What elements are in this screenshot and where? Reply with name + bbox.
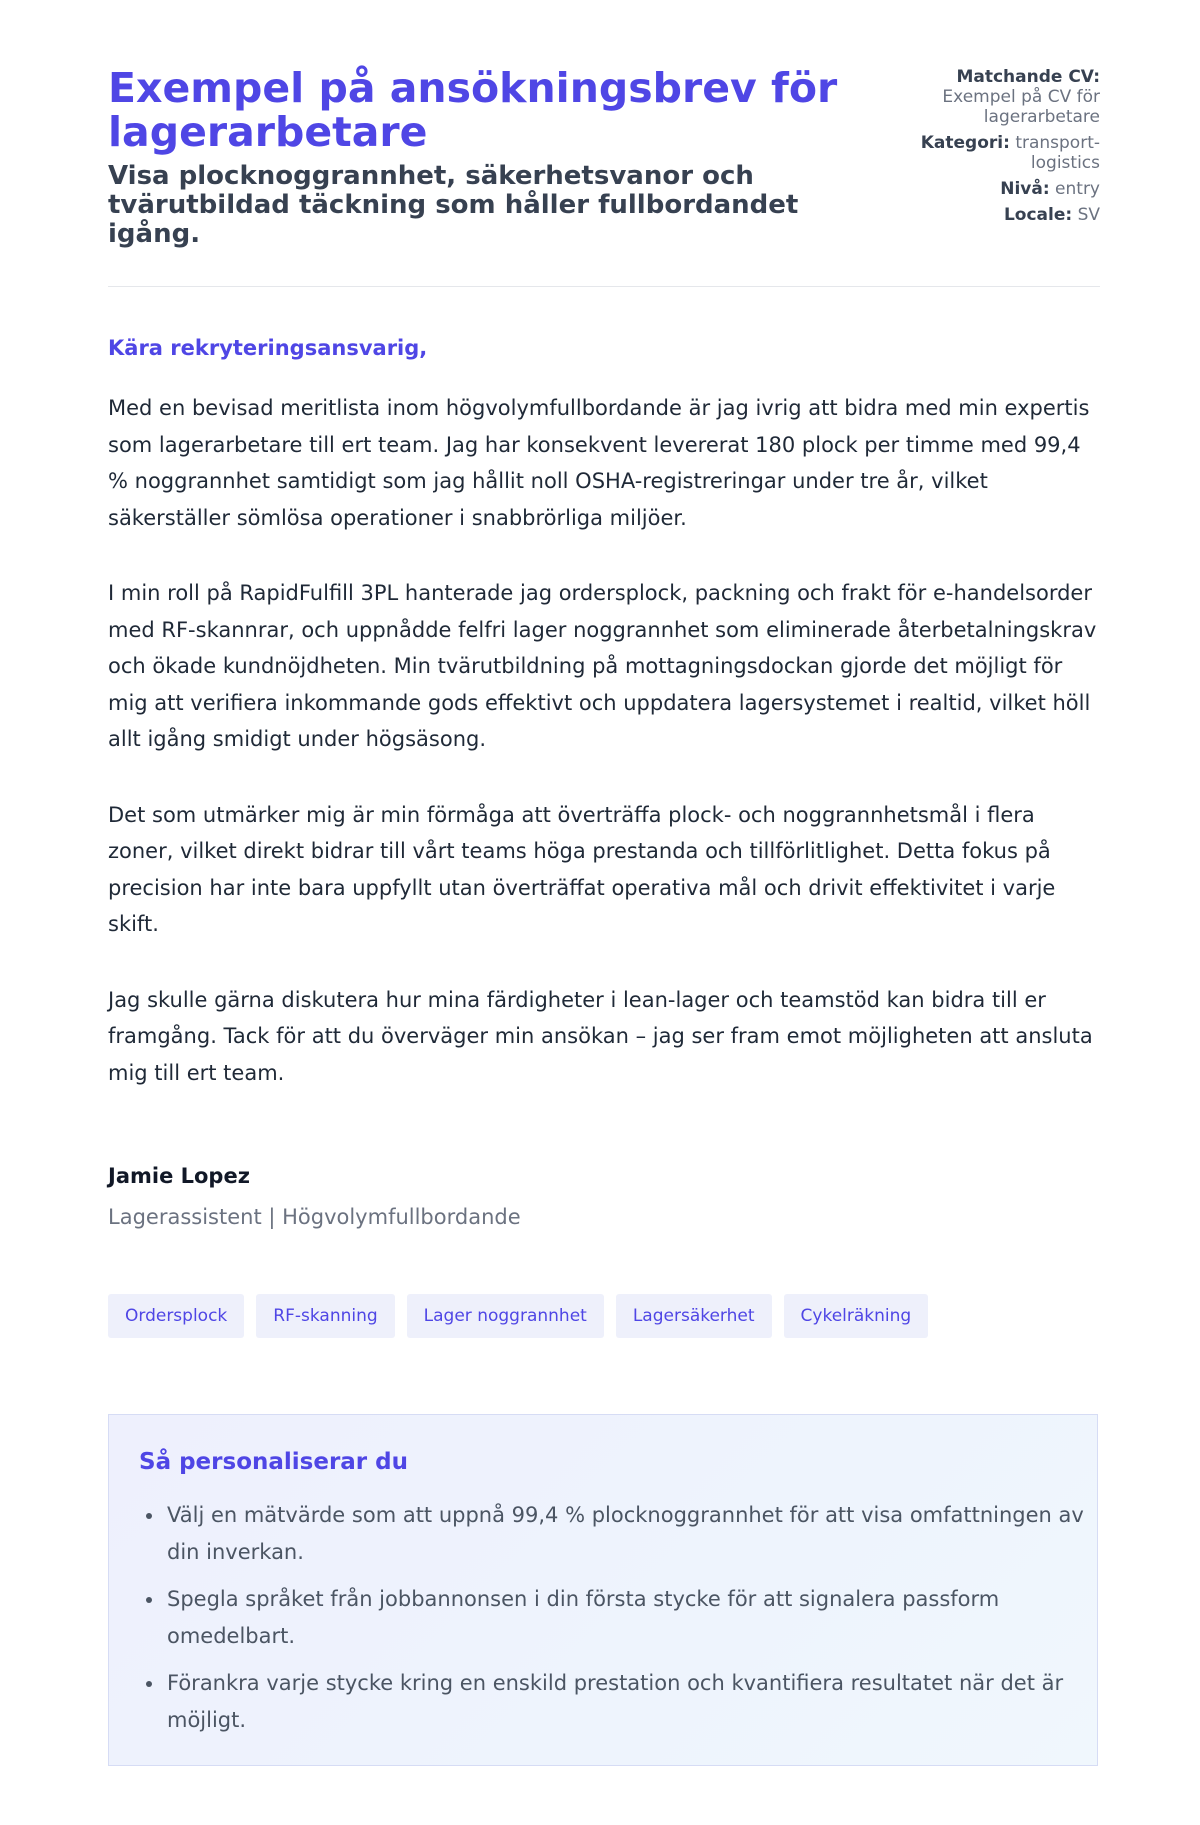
meta-level-value: entry bbox=[1055, 179, 1100, 199]
skill-tag: Lagersäkerhet bbox=[616, 1294, 772, 1338]
page-subtitle: Visa plocknoggrannhet, säkerhetsvanor och tvärutbildad täckning som håller fullbordandet igång. bbox=[108, 161, 799, 249]
letter-paragraph: Med en bevisad meritlista inom högvolymfullbordande är jag ivrig att bidra med min expertis som lagerarbetare till ert team. Jag har konsekvent levererat 180 plock per timme med 99,4 % noggrannhet samtidigt som jag hållit noll OSHA-registreringar under tre år, vilket säkerställer sömlösa operationer i snabbrörliga miljöer. bbox=[108, 396, 1090, 530]
title-block bbox=[108, 66, 848, 249]
page-title: Exempel på ansökningsbrev för lagerarbetare bbox=[108, 64, 838, 156]
meta-matching-cv bbox=[900, 67, 1100, 127]
skill-tag: Lager noggrannhet bbox=[407, 1294, 604, 1338]
meta-level-label: Nivå: bbox=[1000, 179, 1050, 199]
skill-tag: Ordersplock bbox=[108, 1294, 244, 1338]
skill-tags bbox=[108, 1294, 928, 1338]
meta-matching-cv-label: Matchande CV: bbox=[956, 67, 1100, 87]
tips-title: Så personaliserar du bbox=[139, 1449, 408, 1475]
letter-body bbox=[108, 390, 1100, 1130]
letter-paragraph: I min roll på RapidFulfill 3PL hanterade jag ordersplock, packning och frakt för e-handelsorder med RF-skannrar, och uppnådde felfri lager noggrannhet som eliminerade återbetalningskrav och ökade kundnöjdheten. Min tvärutbildning på mottagningsdockan gjorde det möjligt för mig att verifiera inkommande gods effektivt och uppdatera lagersystemet i realtid, vilket höll allt igång smidigt under högsäsong. bbox=[108, 581, 1097, 751]
meta-panel bbox=[900, 67, 1100, 231]
letter-greeting: Kära rekryteringsansvarig, bbox=[108, 336, 428, 360]
personalization-tips-box bbox=[108, 1414, 1098, 1766]
meta-locale bbox=[900, 205, 1100, 225]
cover-letter-page bbox=[108, 0, 1100, 1732]
meta-matching-cv-value: Exempel på CV för lagerarbetare bbox=[942, 87, 1100, 127]
tips-list bbox=[139, 1497, 1085, 1749]
meta-level bbox=[900, 179, 1100, 199]
letter-paragraph: Det som utmärker mig är min förmåga att överträffa plock- och noggrannhetsmål i flera zoner, vilket direkt bidrar till vårt teams höga prestanda och tillförlitlighet. Detta fokus på precision har inte bara uppfyllt utan överträffat operativa mål och drivit effektivitet i varje skift. bbox=[108, 802, 1056, 936]
tip-item: • Förankra varje stycke kring en enskild prestation och kvantifiera resultatet när det är möjligt. bbox=[165, 1665, 1085, 1739]
meta-category-label: Kategori: bbox=[920, 133, 1010, 153]
signature-title: Lagerassistent | Högvolymfullbordande bbox=[108, 1205, 521, 1229]
skill-tag: RF-skanning bbox=[256, 1294, 394, 1338]
letter-paragraph: Jag skulle gärna diskutera hur mina färdigheter i lean-lager och teamstöd kan bidra till er framgång. Tack för att du överväger min ansökan – jag ser fram emot möjligheten att ansluta mig till ert team. bbox=[108, 987, 1093, 1085]
signature-name: Jamie Lopez bbox=[108, 1164, 250, 1188]
meta-category bbox=[900, 133, 1100, 173]
tip-item: • Välj en mätvärde som att uppnå 99,4 % plocknoggrannhet för att visa omfattningen av din inverkan. bbox=[165, 1497, 1085, 1571]
skill-tag: Cykelräkning bbox=[784, 1294, 929, 1338]
page-header bbox=[108, 0, 1100, 287]
meta-locale-value: SV bbox=[1077, 205, 1100, 225]
tip-item: • Spegla språket från jobbannonsen i din första stycke för att signalera passform omedelbart. bbox=[165, 1581, 1085, 1655]
meta-category-value: transport-logistics bbox=[1015, 133, 1100, 173]
meta-locale-label: Locale: bbox=[1003, 205, 1073, 225]
